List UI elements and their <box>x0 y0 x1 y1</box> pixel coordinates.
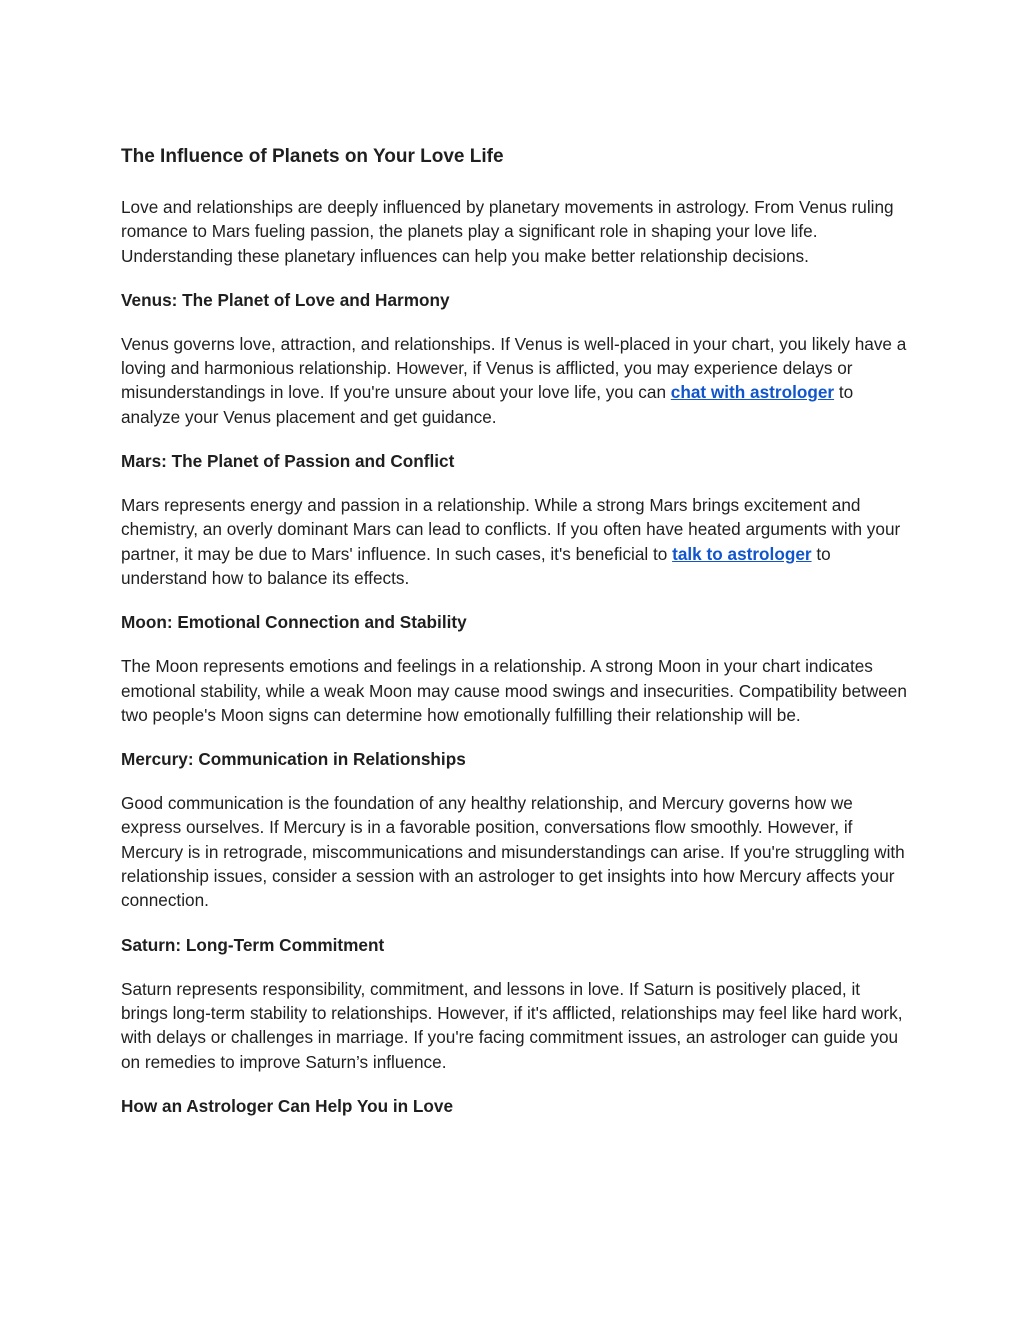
section-paragraph-mercury: Good communication is the foundation of any healthy relationship, and Mercury governs how we express ourselves. If Mercury is in a favorable position, conversations flow smoothly. However, if Mercury is in retrograde, miscommunications and misunderstandings can arise. If you're struggling with relationship issues, consider a session with an astrologer to get insights into how Mercury affects your connection. <box>121 793 905 911</box>
document-page <box>121 143 911 1138</box>
paragraph-text: Mars represents energy and passion in a relationship. While a strong Mars brings excitement and chemistry, an overly dominant Mars can lead to conflicts. If you often have heated arguments with your partner, it may be due to Mars' influence. In such cases, it's beneficial to <box>121 495 901 564</box>
paragraph-text: to understand how to balance its effects. <box>121 543 831 588</box>
section-paragraph-mars <box>121 493 911 590</box>
paragraph-text: to analyze your Venus placement and get guidance. <box>121 382 854 427</box>
page-title: The Influence of Planets on Your Love Life <box>121 146 504 167</box>
section-paragraph-saturn: Saturn represents responsibility, commitment, and lessons in love. If Saturn is positively placed, it brings long-term stability to relationships. However, if it's afflicted, relationships may feel like hard work, with delays or challenges in marriage. If you're facing commitment issues, an astrologer can guide you on remedies to improve Saturn’s influence. <box>121 978 903 1072</box>
section-heading-mars: Mars: The Planet of Passion and Conflict <box>121 451 455 472</box>
chat-with-astrologer-link[interactable]: chat with astrologer <box>670 382 835 403</box>
section-heading-astrologer-help: How an Astrologer Can Help You in Love <box>121 1095 454 1116</box>
talk-to-astrologer-link[interactable]: talk to astrologer <box>672 543 812 564</box>
section-heading-saturn: Saturn: Long-Term Commitment <box>121 934 385 955</box>
intro-paragraph: Love and relationships are deeply influenced by planetary movements in astrology. From Venus ruling romance to Mars fueling passion, the planets play a significant role in shaping your love life. Understanding these planetary influences can help you make better relationship decisions. <box>121 197 894 266</box>
section-heading-moon: Moon: Emotional Connection and Stability <box>121 612 467 633</box>
paragraph-text: Venus governs love, attraction, and relationships. If Venus is well-placed in your chart, you likely have a loving and harmonious relationship. However, if Venus is afflicted, you may experience delays or misunderstandings in love. If you're unsure about your love life, you can <box>121 333 907 403</box>
section-heading-venus: Venus: The Planet of Love and Harmony <box>121 289 450 310</box>
section-heading-mercury: Mercury: Communication in Relationships <box>121 749 466 770</box>
section-paragraph-venus <box>121 332 911 429</box>
section-paragraph-moon: The Moon represents emotions and feelings in a relationship. A strong Moon in your chart indicates emotional stability, while a weak Moon may cause mood swings and insecurities. Compatibility between two people's Moon signs can determine how emotionally fulfilling their relationship will be. <box>121 656 907 725</box>
